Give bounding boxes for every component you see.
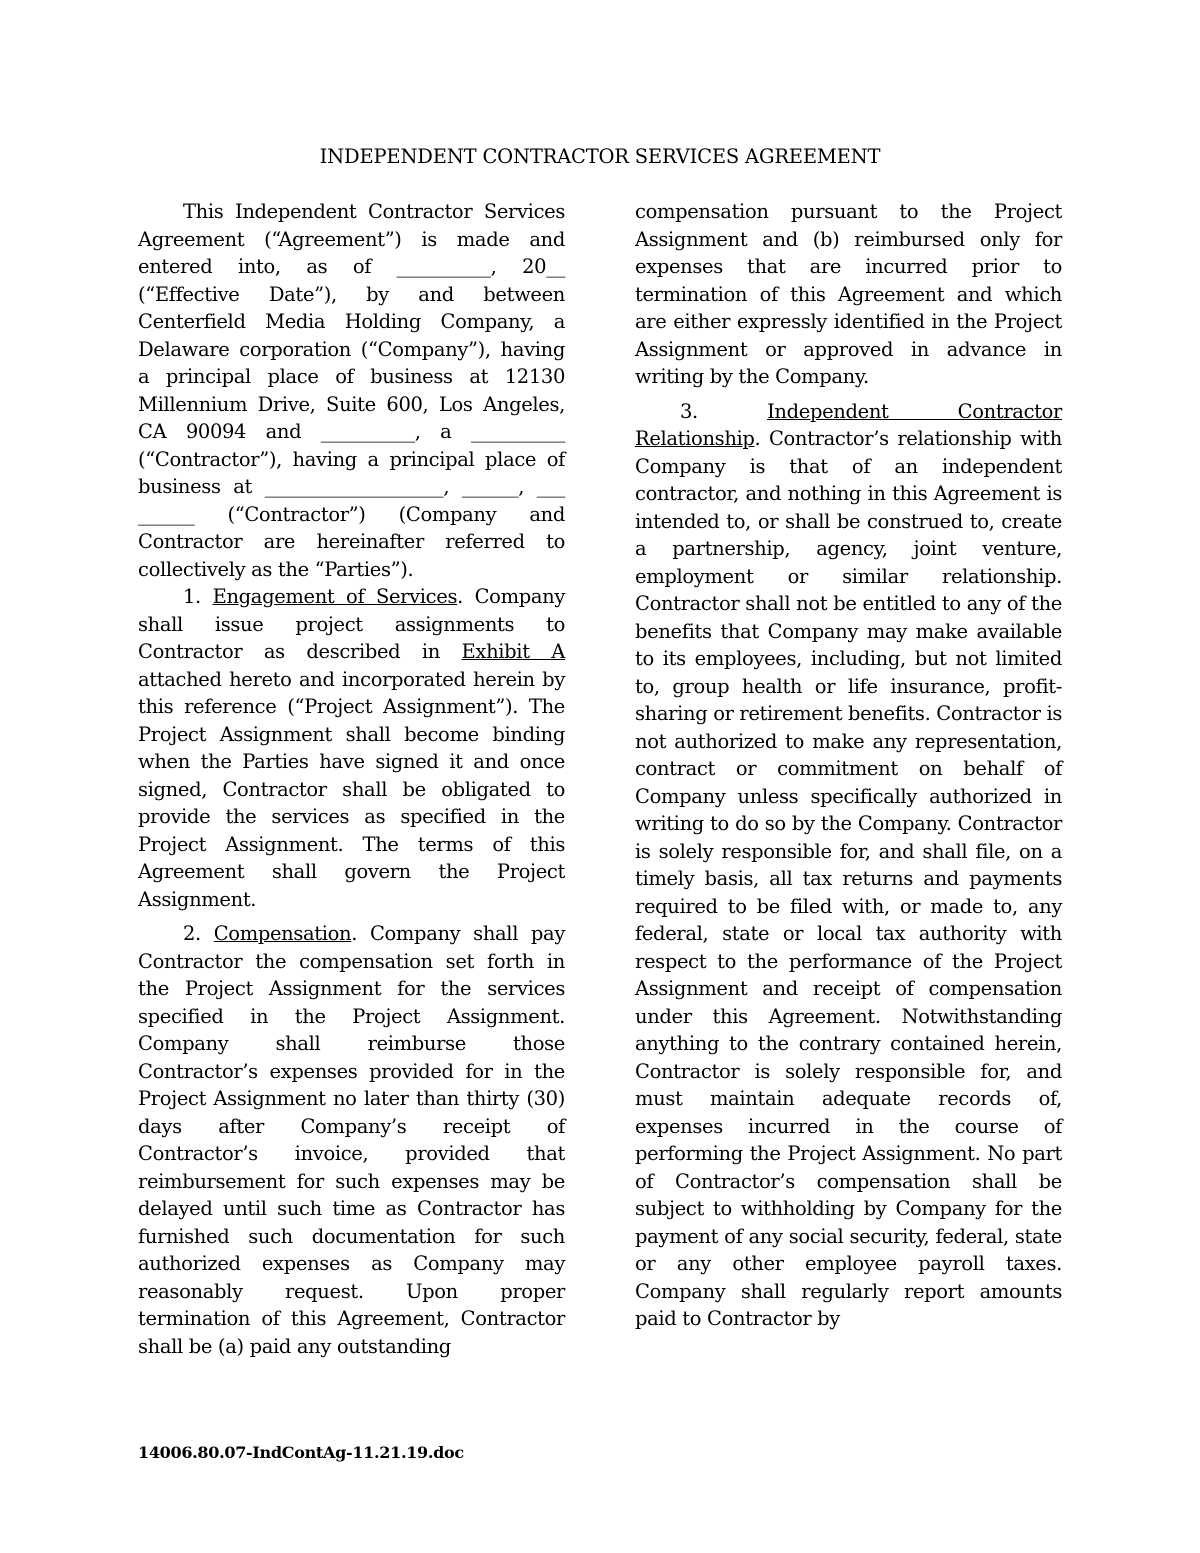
intro-paragraph: This Independent Contractor Services Agreement (“Agreement”) is made and entered into, as of __________, 20__ (“Effective Date”), by and between Centerfield Media Holding Company, a Delaware corporation (“Company”), having a principal place of business at 12130 Millennium Drive, Suite 600, Los Angeles, CA 90094 and __________, a __________ (“Contractor”), having a principal place of business at ___________________, ______, ___ ______ (“Contractor”) (Company and Contractor are hereinafter referred to collectively as the “Parties”).	[138, 200, 565, 581]
section-3-heading: Independent Contractor Relationship	[635, 399, 1062, 450]
section-2-number: 2.	[183, 922, 201, 945]
section-3-paragraph	[635, 398, 1062, 1333]
section-2-continued: compensation pursuant to the Project Assignment and (b) reimbursed only for expenses that are incurred prior to termination of this Agreement and which are either expressly identified in the Project Assignment or approved in advance in writing by the Company.	[635, 200, 1062, 388]
right-column	[635, 198, 1062, 1333]
section-1-text-a: . Company shall issue project assignments to Contractor as described in	[138, 585, 565, 663]
section-2-heading: Compensation	[213, 922, 352, 945]
section-1-paragraph	[138, 583, 565, 913]
exhibit-a-reference: Exhibit A	[461, 640, 565, 663]
section-1-number: 1.	[183, 585, 201, 608]
document-title: INDEPENDENT CONTRACTOR SERVICES AGREEMENT	[319, 145, 881, 168]
left-column	[138, 198, 565, 1360]
section-2-text-left: . Company shall pay Contractor the compensation set forth in the Project Assignment for the services specified in the Project Assignment. Company shall reimburse those Contractor’s expenses provided for in the Project Assignment no later than thirty (30) days after Company’s receipt of Contractor’s invoice, provided that reimbursement for such expenses may be delayed until such time as Contractor has furnished such documentation for such authorized expenses as Company may reasonably request. Upon proper termination of this Agreement, Contractor shall be (a) paid any outstanding	[138, 922, 565, 1358]
section-1-text-b: attached hereto and incorporated herein by this reference (“Project Assignment”). The Project Assignment shall become binding when the Parties have signed it and once signed, Contractor shall be obligated to provide the services as specified in the Project Assignment. The terms of this Agreement shall govern the Project Assignment.	[138, 667, 565, 911]
document-footer: 14006.80.07-IndContAg-11.21.19.doc	[138, 1443, 464, 1462]
section-3-number: 3.	[680, 399, 698, 423]
section-2-paragraph	[138, 920, 565, 1360]
section-1-heading: Engagement of Services	[212, 585, 458, 608]
section-3-text: . Contractor’s relationship with Company is that of an independent contractor, and nothing in this Agreement is intended to, or shall be construed to, create a partnership, agency, joint venture, employment or similar relationship. Contractor shall not be entitled to any of the benefits that Company may make available to its employees, including, but not limited to, group health or life insurance, profit-sharing or retirement benefits. Contractor is not authorized to make any representation, contract or commitment on behalf of Company unless specifically authorized in writing to do so by the Company. Contractor is solely responsible for, and shall file, on a timely basis, all tax returns and payments required to be filed with, or made to, any federal, state or local tax authority with respect to the performance of the Project Assignment and receipt of compensation under this Agreement. Notwithstanding anything to the contrary contained herein, Contractor is solely responsible for, and must maintain adequate records of, expenses incurred in the course of performing the Project Assignment. No part of Contractor’s compensation shall be subject to withholding by Company for the payment of any social security, federal, state or any other employee payroll taxes. Company shall regularly report amounts paid to Contractor by	[635, 427, 1062, 1330]
